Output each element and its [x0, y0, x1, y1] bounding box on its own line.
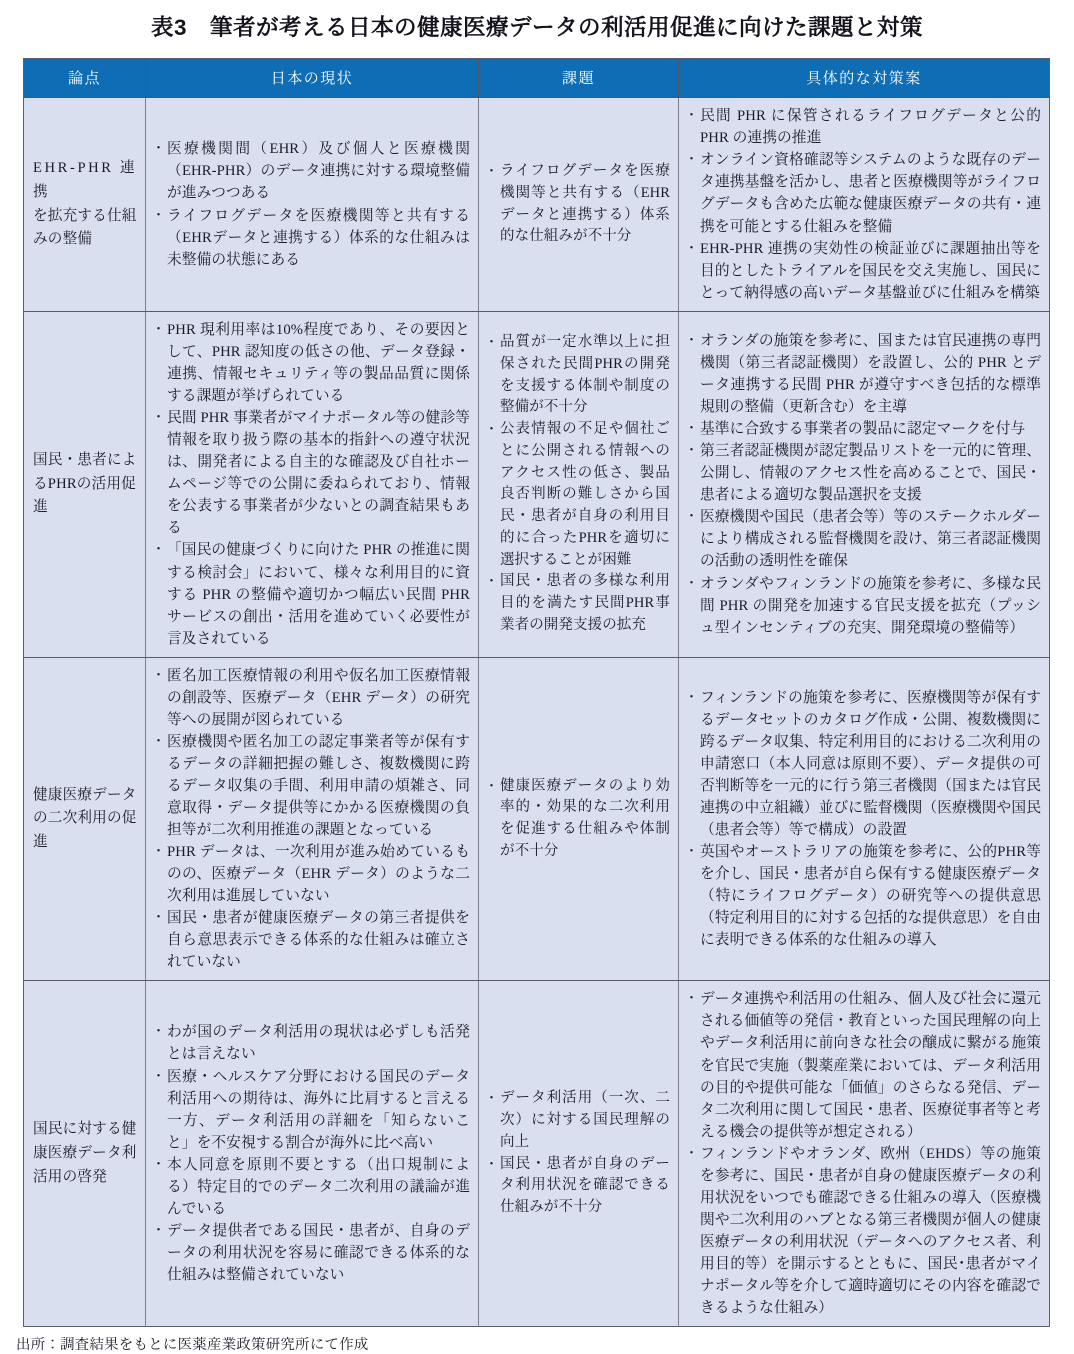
header-row: [24, 59, 1050, 98]
cell-current-state: [146, 981, 479, 1327]
bullet-item: ・ 医療機関や国民（患者会等）等のステークホルダーにより構成される監督機関を設け、第三者認証機関の活動の透明性を確保: [687, 506, 1041, 572]
table-row: [24, 98, 1050, 312]
bullet-item: ・ フィンランドの施策を参考に、医療機関等が保有するデータセットのカタログ作成・公開、複数機関に跨るデータ収集、特定利用目的における二次利用の申請窓口（本人同意は原則不要）、データ提供の可否判断等を一元的に行う第三者機関（国または官民連携の中立組織）並びに監督機関（医療機関や国民（患者会等）等で構成）の設置: [687, 687, 1041, 841]
bullet-list: [487, 161, 670, 248]
bullet-item: ・ 民間 PHR に保管されるライフログデータと公的 PHR の連携の推進: [687, 105, 1041, 149]
column-header-current: 日本の現状: [146, 59, 479, 98]
bullet-list: [487, 1088, 670, 1219]
cell-topic: [24, 98, 146, 312]
column-header-measure: 具体的な対策案: [679, 59, 1050, 98]
cell-measure: [679, 981, 1050, 1327]
page-title: 表3 筆者が考える日本の健康医療データの利活用促進に向けた課題と対策: [150, 15, 923, 40]
cell-issue: [479, 98, 679, 312]
table-row: [24, 981, 1050, 1327]
bullet-item: ・ 医療機関や匿名加工の認定事業者等が保有するデータの詳細把握の難しさ、複数機関に跨るデータ収集の手間、利用申請の煩雑さ、同意取得・データ提供等にかかる医療機関の負担等が二次利用推進の課題となっている: [154, 731, 470, 841]
cell-measure: [679, 657, 1050, 981]
topic-line: 国民・患者によ: [33, 451, 137, 468]
column-header-issue: 課題: [479, 59, 679, 98]
table-row: [24, 657, 1050, 981]
cell-topic: [24, 657, 146, 981]
column-header-topic: 論点: [24, 59, 146, 98]
issues-measures-table: [23, 58, 1050, 1327]
bullet-item: ・ オンライン資格確認等システムのような既存のデータ連携基盤を活かし、患者と医療機関等がライフログデータも含めた広範な健康医療データの共有・連携を可能とする仕組みを整備: [687, 149, 1041, 237]
cell-issue: [479, 657, 679, 981]
bullet-item: ・ 公表情報の不足や個社ごとに公開される情報へのアクセス性の低さ、製品良否判断の難しさから国民・患者が自身の利用目的に合ったPHRを適切に選択することが困難: [487, 419, 670, 571]
bullet-item: ・ 匿名加工医療情報の利用や仮名加工医療情報の創設等、医療データ（EHR データ）の研究等への展開が図られている: [154, 665, 470, 731]
topic-line: みの整備: [33, 231, 93, 248]
bullet-item: ・ 医療機関間（EHR）及び個人と医療機関（EHR-PHR）のデータ連携に対する環境整備が進みつつある: [154, 138, 470, 204]
bullet-list: [687, 988, 1041, 1319]
bullet-list: [154, 138, 470, 270]
bullet-item: ・ データ連携や利活用の仕組み、個人及び社会に還元される価値等の発信・教育といった国民理解の向上やデータ利活用に前向きな社会の醸成に繋がる施策を官民で実施（製薬産業においては、データ利活用の目的や提供可能な「価値」のさらなる発信、データ二次利用に関して国民・患者、医療従事者等と考える機会の提供等が想定される）: [687, 988, 1041, 1142]
bullet-item: ・ 国民・患者が自身のデータ利用状況を確認できる仕組みが不十分: [487, 1154, 670, 1219]
cell-issue: [479, 981, 679, 1327]
table-row: [24, 312, 1050, 658]
bullet-item: ・ 「国民の健康づくりに向けた PHR の推進に関する検討会」において、様々な利用目的に資する PHR の整備や適切かつ幅広い民間 PHR サービスの創出・活用を進めていく必要性が言及されている: [154, 539, 470, 649]
bullet-item: ・ 健康医療データのより効率的・効果的な二次利用を促進する仕組みや体制が不十分: [487, 776, 670, 863]
bullet-item: ・ オランダの施策を参考に、国または官民連携の専門機関（第三者認証機関）を設置し、公的 PHR とデータ連携する民間 PHR が遵守すべき包括的な標準規則の整備（更新含む）を主導: [687, 330, 1041, 418]
bullet-item: ・ 民間 PHR 事業者がマイナポータル等の健診等情報を取り扱う際の基本的指針への遵守状況は、開発者による自主的な確認及び自社ホームページ等での公開に委ねられており、情報を公表する事業者が少ないとの調査結果もある: [154, 407, 470, 539]
cell-measure: [679, 312, 1050, 658]
table-header: [24, 59, 1050, 98]
bullet-item: ・ データ提供者である国民・患者が、自身のデータの利用状況を容易に確認できる体系的な仕組みは整備されていない: [154, 1220, 470, 1286]
bullet-item: ・ EHR-PHR 連携の実効性の検証並びに課題抽出等を目的としたトライアルを国民を交え実施し、国民にとって納得感の高いデータ基盤並びに仕組みを構築: [687, 238, 1041, 304]
topic-line: 進: [33, 833, 48, 850]
table-container: [23, 58, 1049, 1327]
topic-line: EHR-PHR 連 携: [33, 160, 138, 200]
bullet-item: ・ 英国やオーストラリアの施策を参考に、公的PHR等を介し、国民・患者が自ら保有する健康医療データ（特にライフログデータ）の研究等への提供意思（特定利用目的に対する包括的な提供意思）を自由に表明できる体系的な仕組みの導入: [687, 841, 1041, 951]
topic-line: 進: [33, 499, 48, 516]
cell-topic: [24, 312, 146, 658]
cell-current-state: [146, 98, 479, 312]
topic-line: 健康医療データ: [33, 786, 137, 803]
bullet-item: ・ 基準に合致する事業者の製品に認定マークを付与: [687, 418, 1041, 440]
bullet-item: ・ ライフログデータを医療機関等と共有する（EHRデータと連携する）体系的な仕組みが不十分: [487, 161, 670, 248]
topic-line: 国民に対する健: [33, 1121, 137, 1138]
source-note: 出所：調査結果をもとに医薬産業政策研究所にて作成: [16, 1337, 369, 1353]
bullet-list: [687, 687, 1041, 952]
bullet-item: ・ 国民・患者が健康医療データの第三者提供を自ら意思表示できる体系的な仕組みは確立されていない: [154, 907, 470, 973]
bullet-item: ・ 品質が一定水準以上に担保された民間PHRの開発を支援する体制や制度の整備が不十分: [487, 332, 670, 419]
topic-line: を拡充する仕組: [33, 207, 137, 224]
cell-topic: [24, 981, 146, 1327]
bullet-list: [154, 1021, 470, 1286]
topic-line: の二次利用の促: [33, 810, 137, 827]
topic-line: 活用の啓発: [33, 1168, 107, 1185]
bullet-item: ・ 国民・患者の多様な利用目的を満たす民間PHR事業者の開発支援の拡充: [487, 571, 670, 636]
cell-issue: [479, 312, 679, 658]
cell-measure: [679, 98, 1050, 312]
bullet-item: ・ データ利活用（一次、二次）に対する国民理解の向上: [487, 1088, 670, 1153]
bullet-item: ・ 本人同意を原則不要とする（出口規制による）特定目的でのデータ二次利用の議論が進んでいる: [154, 1154, 470, 1220]
bullet-list: [154, 665, 470, 974]
bullet-item: ・ 医療・ヘルスケア分野における国民のデータ利活用への期待は、海外に比肩すると言える一方、データ利活用の詳細を「知らないこと」を不安視する割合が海外に比べ高い: [154, 1066, 470, 1154]
bullet-list: [154, 319, 470, 650]
bullet-item: ・ ライフログデータを医療機関等と共有する（EHRデータと連携する）体系的な仕組みは未整備の状態にある: [154, 205, 470, 271]
bullet-list: [687, 105, 1041, 303]
cell-current-state: [146, 657, 479, 981]
bullet-item: ・ わが国のデータ利活用の現状は必ずしも活発とは言えない: [154, 1021, 470, 1065]
bullet-item: ・ フィンランドやオランダ、欧州（EHDS）等の施策を参考に、国民・患者が自身の健康医療データの利用状況をいつでも確認できる仕組みの導入（医療機関や二次利用のハブとなる第三者機関が個人の健康医療データの利用状況（データへのアクセス者、利用目的等）を開示するとともに、国民･患者がマイナポータル等を介して適時適切にその内容を確認できるような仕組み）: [687, 1143, 1041, 1319]
table-body: [24, 98, 1050, 1327]
bullet-item: ・ 第三者認証機関が認定製品リストを一元的に管理、公開し、情報のアクセス性を高めることで、国民・患者による適切な製品選択を支援: [687, 440, 1041, 506]
topic-line: 康医療データ利: [33, 1144, 137, 1161]
bullet-item: ・ PHR データは、一次利用が進み始めているものの、医療データ（EHR データ）のような二次利用は進展していない: [154, 841, 470, 907]
bullet-list: [687, 330, 1041, 639]
bullet-item: ・ PHR 現利用率は10%程度であり、その要因として、PHR 認知度の低さの他、データ登録・連携、情報セキュリティ等の製品品質に関係する課題が挙げられている: [154, 319, 470, 407]
bullet-item: ・ オランダやフィンランドの施策を参考に、多様な民間 PHR の開発を加速する官民支援を拡充（プッシュ型インセンティブの充実、開発環境の整備等）: [687, 573, 1041, 639]
cell-current-state: [146, 312, 479, 658]
topic-line: るPHRの活用促: [33, 475, 136, 492]
bullet-list: [487, 776, 670, 863]
bullet-list: [487, 332, 670, 637]
